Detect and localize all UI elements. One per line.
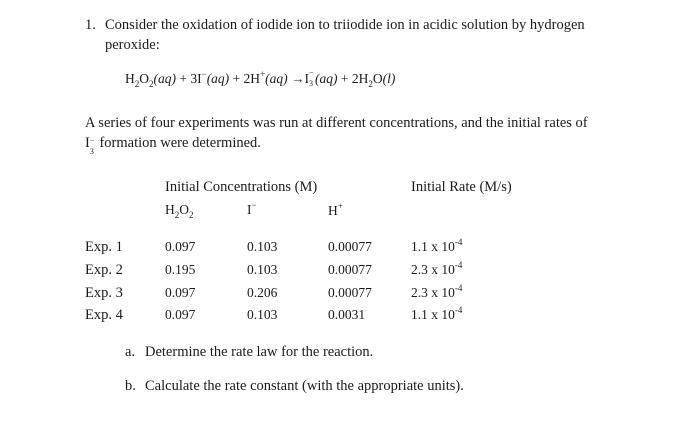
rate-base: 1.1 x 10 — [411, 239, 455, 254]
row-label: Exp. 2 — [85, 262, 123, 278]
h2o2-sub-1: 2 — [134, 78, 140, 89]
h2o2-state: (aq) — [153, 71, 176, 86]
header-rate: Initial Rate (M/s) — [411, 179, 512, 195]
proton-charge: + — [260, 68, 266, 79]
rate-exponent: -4 — [454, 304, 463, 315]
cell-h2o2: 0.097 — [165, 239, 196, 254]
triiodide-sub: 3 — [309, 79, 314, 88]
cell-proton: 0.00077 — [328, 239, 372, 254]
water-o: O — [372, 71, 383, 86]
description-line2 — [85, 134, 261, 156]
header-concentrations: Initial Concentrations (M) — [165, 179, 318, 195]
h2o2-o: O — [139, 71, 149, 86]
rate-base: 1.1 x 10 — [411, 307, 455, 322]
rate-exponent: -4 — [454, 236, 463, 247]
proton-term: + 2H — [229, 71, 261, 86]
col-iodide-charge: − — [251, 199, 257, 210]
question-intro-line1: Consider the oxidation of iodide ion to triiodide ion in acidic solution by hydrogen — [105, 17, 585, 33]
cell-proton: 0.00077 — [328, 262, 372, 277]
col-proton-charge: + — [337, 200, 343, 211]
question-intro-line2: peroxide: — [105, 37, 160, 53]
iodide-state: (aq) — [206, 71, 230, 86]
col-h2o2-o: O — [179, 202, 189, 217]
cell-iodide: 0.103 — [247, 239, 278, 254]
cell-iodide: 0.206 — [247, 285, 278, 300]
row-label: Exp. 3 — [85, 285, 123, 301]
cell-iodide: 0.103 — [247, 307, 278, 322]
cell-h2o2: 0.097 — [165, 307, 196, 322]
iodide-charge: − — [201, 68, 207, 79]
water-sub: 2 — [368, 78, 373, 89]
rate-base: 2.3 x 10 — [411, 262, 455, 277]
cell-h2o2: 0.097 — [165, 285, 196, 300]
row-label: Exp. 1 — [85, 239, 123, 255]
h2o2-h: H — [125, 71, 135, 86]
row-label: Exp. 4 — [85, 307, 123, 323]
rate-exponent: -4 — [454, 259, 463, 270]
col-h2o2-h: H — [165, 202, 175, 217]
proton-state: (aq) — [265, 71, 288, 86]
cell-proton: 0.00077 — [328, 285, 372, 300]
part-b-label: b. — [125, 378, 136, 394]
part-a-text: Determine the rate law for the reaction. — [145, 344, 374, 360]
cell-proton: 0.0031 — [328, 307, 366, 322]
cell-h2o2: 0.195 — [165, 262, 196, 277]
water-state: (l) — [382, 71, 396, 86]
col-header-proton — [328, 200, 343, 219]
rate-base: 2.3 x 10 — [411, 285, 455, 300]
triiodide-sub: 3 — [89, 147, 94, 156]
col-h2o2-sub1: 2 — [174, 209, 180, 220]
triiodide-charge: − — [89, 136, 95, 145]
cell-rate — [411, 304, 463, 323]
question-number: 1. — [85, 17, 96, 33]
description-rest: formation were determined. — [95, 135, 261, 151]
part-a-label: a. — [125, 344, 136, 360]
triiodide-charge: − — [309, 68, 314, 77]
triiodide-i: I — [304, 71, 310, 86]
cell-rate — [411, 236, 463, 255]
part-b-text: Calculate the rate constant (with the appropriate units). — [145, 378, 464, 394]
rate-exponent: -4 — [454, 282, 463, 293]
cell-rate — [411, 259, 463, 278]
reaction-arrow: → — [291, 71, 305, 86]
triiodide-i: I — [85, 135, 90, 151]
col-header-h2o2 — [165, 202, 194, 218]
triiodide-state: (aq) — [315, 71, 338, 86]
description-line1: A series of four experiments was run at different concentrations, and the initial rates of — [85, 115, 588, 131]
col-proton-h: H — [328, 203, 338, 218]
reaction-equation — [125, 68, 396, 89]
col-iodide-i: I — [247, 202, 252, 217]
water-term: + 2H — [337, 71, 369, 86]
col-header-iodide — [247, 199, 257, 218]
cell-iodide: 0.103 — [247, 262, 278, 277]
cell-rate — [411, 282, 463, 301]
h2o2-sub-2: 2 — [149, 78, 154, 89]
col-h2o2-sub2: 2 — [189, 209, 194, 220]
iodide-term: + 3I — [176, 71, 202, 86]
